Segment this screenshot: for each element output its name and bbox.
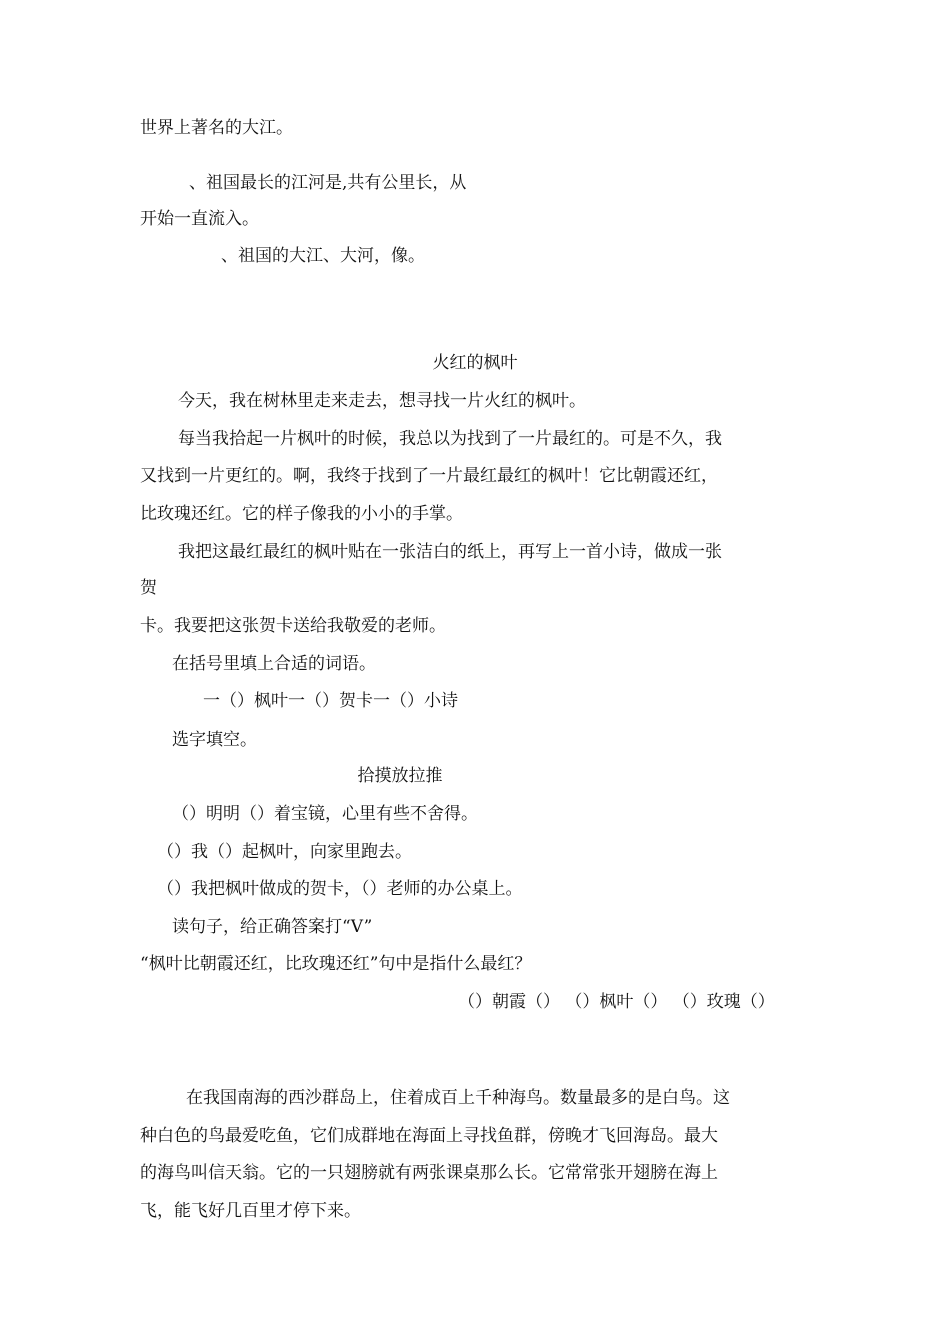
paragraph-line: 贺 (140, 578, 157, 598)
paragraph-line: 我把这最红最红的枫叶贴在一张洁白的纸上，再写上一首小诗，做成一张 (178, 542, 722, 562)
question-line: 开始一直流入。 (140, 209, 259, 229)
paragraph-line: 的海鸟叫信天翁。它的一只翅膀就有两张课桌那么长。它常常张开翅膀在海上 (140, 1163, 718, 1183)
paragraph-line: 种白色的鸟最爱吃鱼，它们成群地在海面上寻找鱼群，傍晚才飞回海岛。最大 (140, 1126, 718, 1146)
fill-in-sentence: （）明明（）着宝镜，心里有些不舍得。 (172, 804, 478, 824)
choice-characters: 拾摸放拉推 (357, 766, 443, 786)
exercise-items: 一（）枫叶一（）贺卡一（）小诗 (203, 691, 458, 711)
paragraph-line: 今天，我在树林里走来走去，想寻找一片火红的枫叶。 (178, 391, 586, 411)
paragraph-line: 每当我拾起一片枫叶的时候，我总以为找到了一片最红的。可是不久，我 (178, 429, 722, 449)
exercise-instruction: 选字填空。 (172, 730, 257, 750)
paragraph-line: 飞，能飞好几百里才停下来。 (140, 1201, 361, 1221)
paragraph-line: 卡。我要把这张贺卡送给我敬爱的老师。 (140, 616, 446, 636)
fill-in-sentence: （）我把枫叶做成的贺卡，（）老师的办公桌上。 (157, 879, 523, 899)
exercise-question: “枫叶比朝霞还红，比玫瑰还红”句中是指什么最红？ (140, 954, 532, 974)
story-title: 火红的枫叶 (432, 353, 518, 373)
paragraph-line: 比玫瑰还红。它的样子像我的小小的手掌。 (140, 504, 463, 524)
fill-in-sentence: （）我（）起枫叶，向家里跑去。 (157, 842, 412, 862)
question-line: 、祖国的大江、大河，像。 (221, 246, 425, 266)
question-line: 、祖国最长的江河是,共有公里长，从 (189, 173, 467, 193)
text-line: 世界上著名的大江。 (140, 118, 293, 138)
exercise-instruction: 在括号里填上合适的词语。 (172, 654, 376, 674)
exercise-instruction: 读句子，给正确答案打“V” (172, 917, 373, 937)
paragraph-line: 在我国南海的西沙群岛上，住着成百上千种海鸟。数量最多的是白鸟。这 (186, 1088, 730, 1108)
paragraph-line: 又找到一片更红的。啊，我终于找到了一片最红最红的枫叶！它比朝霞还红， (140, 466, 718, 486)
answer-options: （）朝霞（） （）枫叶（） （）玫瑰（） (458, 992, 775, 1012)
